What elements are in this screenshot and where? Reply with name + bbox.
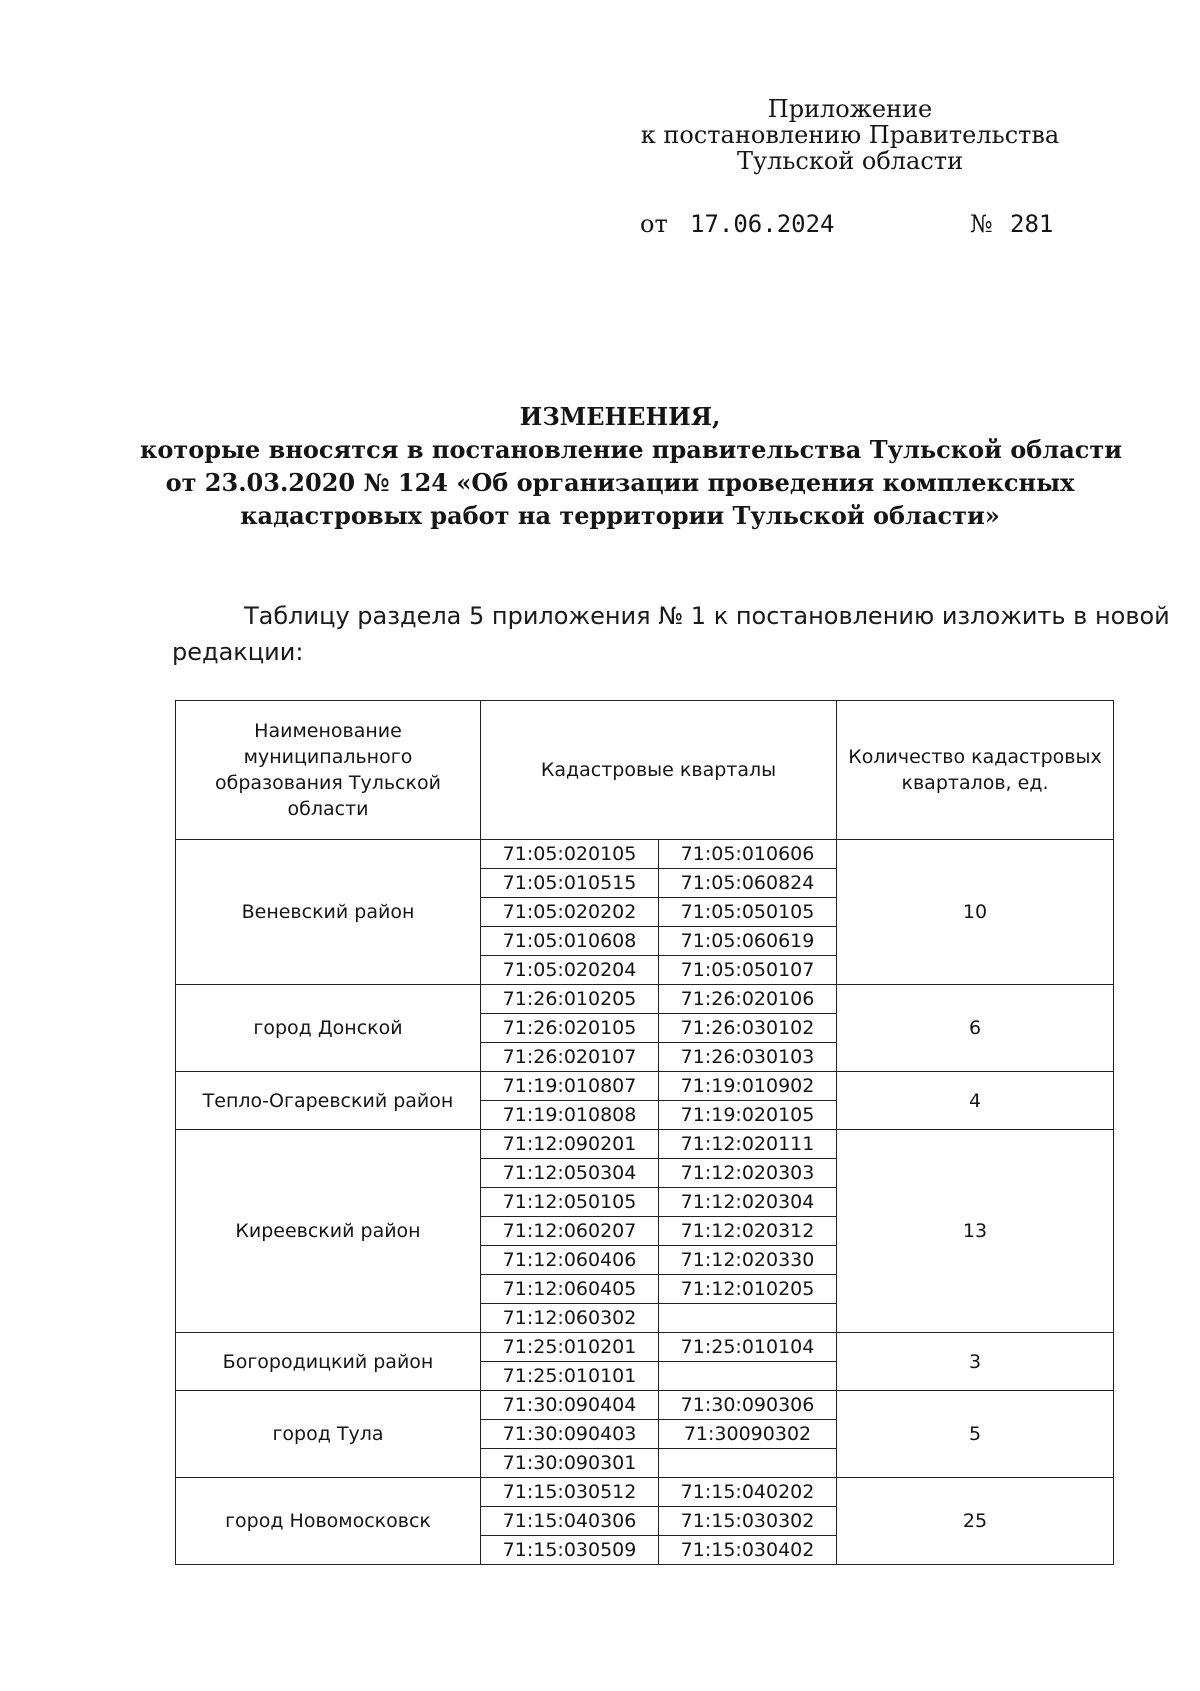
cadastral-quarter: 71:15:030302 — [659, 1507, 837, 1536]
cadastral-quarter: 71:15:030509 — [481, 1536, 659, 1565]
cadastral-quarter: 71:12:010205 — [659, 1275, 837, 1304]
cadastral-quarter: 71:12:020312 — [659, 1217, 837, 1246]
table-row — [176, 1130, 1114, 1159]
cadastral-quarter: 71:05:020202 — [481, 898, 659, 927]
table-row — [176, 1391, 1114, 1420]
municipality-name: Богородицкий район — [176, 1333, 481, 1391]
cadastral-quarter: 71:12:050105 — [481, 1188, 659, 1217]
appendix-block — [600, 96, 1100, 174]
cadastral-quarter: 71:19:010808 — [481, 1101, 659, 1130]
cadastral-quarter: 71:30:090301 — [481, 1449, 659, 1478]
decree-number: 281 — [1010, 210, 1054, 238]
table-body — [176, 840, 1114, 1565]
cadastral-quarter: 71:12:020330 — [659, 1246, 837, 1275]
quarters-count: 5 — [837, 1391, 1114, 1478]
table-row — [176, 1333, 1114, 1362]
cadastral-quarter: 71:12:060302 — [481, 1304, 659, 1333]
municipality-name: город Донской — [176, 985, 481, 1072]
cadastral-quarter: 71:12:060406 — [481, 1246, 659, 1275]
cadastral-quarter: 71:30090302 — [659, 1420, 837, 1449]
decree-date: 17.06.2024 — [690, 210, 835, 238]
table-header-row — [176, 701, 1114, 840]
cadastral-quarter: 71:19:010807 — [481, 1072, 659, 1101]
cadastral-quarter — [659, 1362, 837, 1391]
cadastral-quarter: 71:30:090403 — [481, 1420, 659, 1449]
quarters-count: 13 — [837, 1130, 1114, 1333]
cadastral-quarter: 71:05:020105 — [481, 840, 659, 869]
intro-paragraph — [172, 598, 1170, 670]
municipality-name: Тепло-Огаревский район — [176, 1072, 481, 1130]
cadastral-quarter: 71:26:030102 — [659, 1014, 837, 1043]
cadastral-quarters-table — [175, 700, 1114, 1565]
cadastral-quarter: 71:05:010606 — [659, 840, 837, 869]
cadastral-quarter: 71:26:020106 — [659, 985, 837, 1014]
appendix-line: к постановлению Правительства — [640, 121, 1060, 149]
municipality-name: Веневский район — [176, 840, 481, 985]
cadastral-quarter: 71:30:090306 — [659, 1391, 837, 1420]
cadastral-quarter: 71:05:010515 — [481, 869, 659, 898]
intro-line-1: Таблицу раздела 5 приложения № 1 к постановлению изложить в новой — [244, 602, 1170, 630]
table-row — [176, 840, 1114, 869]
appendix-line: Тульской области — [736, 147, 964, 175]
document-title — [140, 400, 1123, 532]
cadastral-quarter: 71:26:020107 — [481, 1043, 659, 1072]
municipality-name: город Новомосковск — [176, 1478, 481, 1565]
header-municipality: Наименование муниципального образования Тульской области — [176, 701, 481, 840]
quarters-count: 3 — [837, 1333, 1114, 1391]
table-row — [176, 1072, 1114, 1101]
quarters-count: 6 — [837, 985, 1114, 1072]
title-line: кадастровых работ на территории Тульской области» — [240, 501, 1000, 530]
title-line: от 23.03.2020 № 124 «Об организации проведения комплексных — [165, 468, 1075, 497]
cadastral-quarter: 71:12:090201 — [481, 1130, 659, 1159]
cadastral-quarter — [659, 1449, 837, 1478]
cadastral-quarter: 71:15:040306 — [481, 1507, 659, 1536]
cadastral-quarter: 71:05:050107 — [659, 956, 837, 985]
cadastral-quarter: 71:15:030402 — [659, 1536, 837, 1565]
cadastral-quarter: 71:15:030512 — [481, 1478, 659, 1507]
cadastral-quarter: 71:05:010608 — [481, 927, 659, 956]
cadastral-quarter: 71:12:060405 — [481, 1275, 659, 1304]
quarters-count: 4 — [837, 1072, 1114, 1130]
date-prefix: от — [640, 210, 668, 238]
municipality-name: Киреевский район — [176, 1130, 481, 1333]
number-prefix: № — [970, 210, 993, 238]
cadastral-quarter: 71:12:020303 — [659, 1159, 837, 1188]
table-row — [176, 985, 1114, 1014]
cadastral-quarter: 71:12:020111 — [659, 1130, 837, 1159]
cadastral-quarter: 71:05:060619 — [659, 927, 837, 956]
quarters-count: 10 — [837, 840, 1114, 985]
cadastral-quarter: 71:15:040202 — [659, 1478, 837, 1507]
cadastral-quarter: 71:26:010205 — [481, 985, 659, 1014]
cadastral-quarter: 71:25:010104 — [659, 1333, 837, 1362]
cadastral-quarter: 71:05:050105 — [659, 898, 837, 927]
cadastral-quarter: 71:05:060824 — [659, 869, 837, 898]
cadastral-quarter — [659, 1304, 837, 1333]
municipality-name: город Тула — [176, 1391, 481, 1478]
appendix-line: Приложение — [767, 95, 933, 123]
header-quarters: Кадастровые кварталы — [481, 701, 837, 840]
cadastral-quarter: 71:12:020304 — [659, 1188, 837, 1217]
cadastral-quarter: 71:12:060207 — [481, 1217, 659, 1246]
decree-date-number — [640, 210, 1060, 240]
header-count: Количество кадастровых кварталов, ед. — [837, 701, 1114, 840]
cadastral-quarter: 71:19:010902 — [659, 1072, 837, 1101]
cadastral-quarter: 71:26:020105 — [481, 1014, 659, 1043]
cadastral-quarter: 71:25:010101 — [481, 1362, 659, 1391]
title-line: которые вносятся в постановление правительства Тульской области — [140, 435, 1123, 464]
quarters-count: 25 — [837, 1478, 1114, 1565]
cadastral-quarter: 71:05:020204 — [481, 956, 659, 985]
cadastral-quarter: 71:12:050304 — [481, 1159, 659, 1188]
intro-line-2: редакции: — [172, 638, 304, 666]
cadastral-quarter: 71:19:020105 — [659, 1101, 837, 1130]
title-line: ИЗМЕНЕНИЯ, — [519, 402, 721, 431]
table-row — [176, 1478, 1114, 1507]
cadastral-quarter: 71:26:030103 — [659, 1043, 837, 1072]
cadastral-quarter: 71:25:010201 — [481, 1333, 659, 1362]
cadastral-quarter: 71:30:090404 — [481, 1391, 659, 1420]
